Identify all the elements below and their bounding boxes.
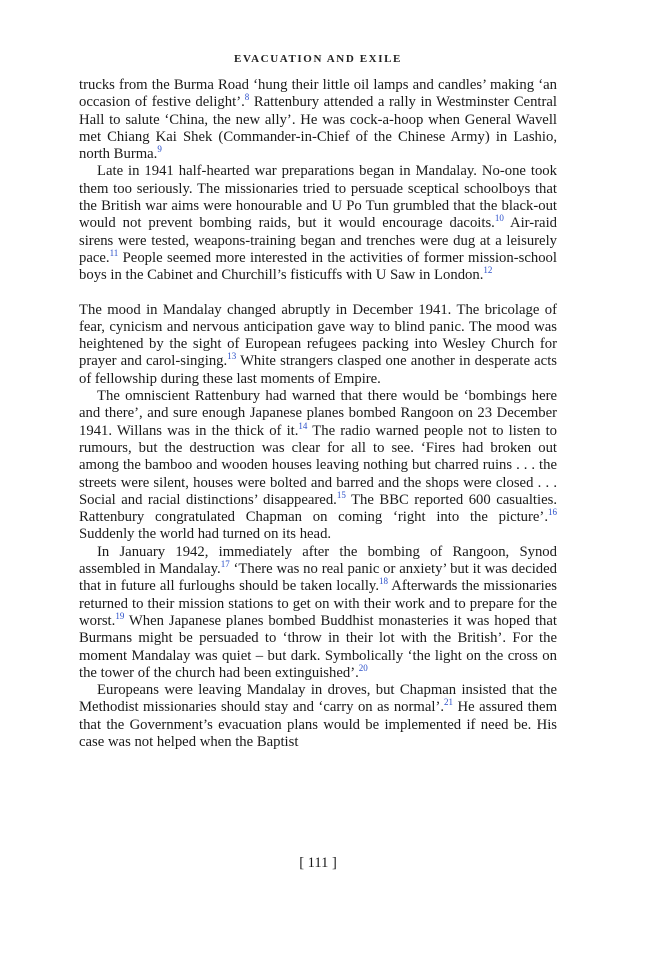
footnote-marker[interactable]: 17 (220, 559, 230, 570)
paragraph (79, 544, 557, 682)
text-run: Air-raid sirens were tested, weapons-training began and trenches were dug at a leisurely pace. (79, 215, 557, 266)
body-text (79, 77, 557, 751)
text-run: Europeans were leaving Mandalay in droves, but Chapman insisted that the Methodist missionaries should stay and ‘carry on as normal’. (79, 682, 557, 716)
text-run: Late in 1941 half-hearted war preparations began in Mandalay. No-one took them too seriously. The missionaries tried to persuade sceptical schoolboys that the British war aims were honourable and U Po Tun grumbled that the black-out would not prevent bombing raids, but it would encourage dacoits. (79, 163, 557, 232)
footnote-marker[interactable]: 13 (227, 351, 237, 362)
footnote-marker[interactable]: 21 (444, 697, 454, 708)
footnote-marker[interactable]: 19 (115, 611, 125, 622)
footnote-marker[interactable]: 20 (358, 662, 368, 673)
footnote-marker[interactable]: 8 (244, 92, 250, 103)
footnote-marker[interactable]: 10 (494, 213, 504, 224)
footnote-marker[interactable]: 9 (157, 144, 162, 155)
text-run: The mood in Mandalay changed abruptly in December 1941. The bricolage of fear, cynicism and nervous anticipation gave way to blind panic. The mood was heightened by the sight of European refugees packing into Wesley Church for prayer and carol-singing. (79, 301, 557, 370)
page-number: [ 111 ] (299, 855, 337, 871)
text-run: The radio warned people not to listen to rumours, but the destruction was clear for all to see. ‘Fires had broken out among the bamboo and wooden houses leaving nothing but charred ruins . . . the streets were silent, houses were bolted and barred and the shops were closed . . . Social and racial distinctions’ disappeared. (79, 422, 557, 508)
footnote-marker[interactable]: 15 (336, 489, 346, 500)
paragraph (79, 163, 557, 284)
footnote-marker[interactable]: 18 (379, 576, 388, 587)
text-run: He assured them that the Government’s evacuation plans would be implemented if need be. His case was not helped when the Baptist (79, 699, 557, 750)
text-run: The BBC reported 600 casualties. Rattenbury congratulated Chapman on coming ‘right into the picture’. (79, 491, 557, 526)
text-run: Afterwards the missionaries returned to their mission stations to get on with their work and to prepare for the worst. (79, 578, 557, 629)
footnote-marker[interactable]: 12 (483, 265, 493, 276)
paragraph (79, 682, 557, 751)
footnote-marker[interactable]: 14 (298, 420, 308, 431)
running-head: EVACUATION AND EXILE (234, 53, 402, 65)
paragraph (79, 77, 557, 163)
text-run: White strangers clasped one another in desperate acts of fellowship during these last moments of Empire. (79, 353, 558, 387)
paragraph (79, 302, 557, 388)
text-run: The omniscient Rattenbury had warned that there would be ‘bombings here and there’, and sure enough Japanese planes bombed Rangoon on 23 December 1941. Willans was in the thick of it. (79, 388, 557, 439)
text-run: Rattenbury attended a rally in Westminster Central Hall to salute ‘China, the new ally’. He was cock-a-hoop when General Wavell met Chiang Kai Shek (Commander-in-Chief of the Chinese Army) in Lashio, north Burma. (79, 94, 557, 163)
text-run: Suddenly the world had turned on its head. (79, 526, 332, 543)
footnote-marker[interactable]: 16 (548, 507, 557, 518)
text-run: ‘There was no real panic or anxiety’ but it was decided that in future all furloughs should be taken locally. (79, 561, 558, 595)
paragraph (79, 388, 557, 544)
text-run: trucks from the Burma Road ‘hung their little oil lamps and candles’ making ‘an occasion of festive delight’. (79, 77, 557, 111)
footnote-marker[interactable]: 11 (109, 248, 119, 259)
text-run: People seemed more interested in the activities of former mission-school boys in the Cabinet and Churchill’s fisticuffs with U Saw in London. (79, 249, 557, 284)
text-run: In January 1942, immediately after the bombing of Rangoon, Synod assembled in Mandalay. (79, 543, 557, 578)
text-run: When Japanese planes bombed Buddhist monasteries it was hoped that Burmans might be persuaded to ‘throw in their lot with the British’. For the moment Mandalay was quiet – but dark. Symbolically ‘the light on the cross on the tower of the church had been extinguished’. (79, 612, 557, 681)
